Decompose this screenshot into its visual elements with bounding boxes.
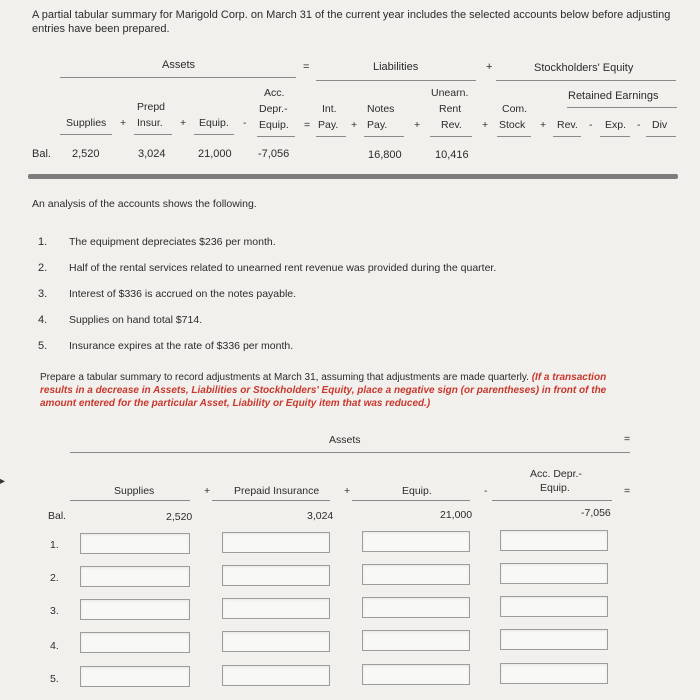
col-intpay-2: Pay.	[318, 119, 339, 131]
bal-notes: 16,800	[368, 149, 402, 161]
accdepr-input-1[interactable]	[500, 530, 608, 551]
analysis-num-4: 4.	[38, 314, 48, 326]
entry-col-supplies: Supplies	[114, 485, 155, 497]
equip-input-1[interactable]	[362, 531, 470, 552]
col-accdepr-1: Acc.	[264, 87, 285, 99]
supplies-input-4[interactable]	[80, 632, 190, 653]
group-liabilities: Liabilities	[373, 61, 419, 73]
bal-equip: 21,000	[198, 148, 232, 160]
group-equity: Stockholders' Equity	[534, 62, 634, 74]
instructions-red: (If a transaction results in a decrease in Assets, Liabilities or Stockholders' Equity, place a negative sign (or parentheses) in front of the amount entered for the particular Asset, Liability or Equity item that was reduced.)	[40, 372, 607, 409]
ul-intpay	[316, 136, 346, 137]
analysis-item-1: The equipment depreciates $236 per month.	[69, 236, 276, 248]
col-prepd-1: Prepd	[137, 101, 166, 113]
ul-div	[646, 136, 676, 137]
entry-col-accdepr-1: Acc. Depr.-	[530, 468, 582, 480]
analysis-item-3: Interest of $336 is accrued on the notes payable.	[69, 288, 297, 300]
op-plus-3: +	[351, 119, 358, 131]
instructions-plain: Prepare a tabular summary to record adjustments at March 31, assuming that adjustments are made quarterly.	[40, 372, 529, 383]
op-plus-2: +	[180, 117, 187, 129]
analysis-item-4: Supplies on hand total $714.	[69, 314, 203, 326]
col-notes-1: Notes	[367, 103, 395, 115]
col-notes-2: Pay.	[367, 119, 388, 131]
col-equip: Equip.	[199, 117, 229, 129]
equity-underline	[496, 80, 676, 81]
section-divider	[28, 174, 678, 179]
col-prepd-2: Insur.	[137, 117, 163, 129]
bal-prepd: 3,024	[138, 148, 166, 160]
group-plus: +	[486, 61, 493, 73]
equip-input-3[interactable]	[362, 597, 470, 618]
assets-underline	[60, 77, 296, 78]
entry-bal-equip: 21,000	[440, 509, 473, 521]
equip-input-4[interactable]	[362, 630, 470, 651]
entry-row-num-2: 2.	[50, 572, 59, 584]
col-intpay-1: Int.	[322, 103, 337, 115]
ul-equip	[194, 134, 234, 135]
entry-op-minus: -	[484, 485, 488, 497]
entry-row-num-5: 5.	[50, 673, 59, 685]
analysis-num-5: 5.	[38, 340, 48, 352]
entry-op-plus-2: +	[344, 485, 351, 497]
ul-notes	[364, 136, 404, 137]
prepaid-input-5[interactable]	[222, 665, 330, 686]
analysis-heading: An analysis of the accounts shows the following.	[32, 198, 257, 210]
collapse-arrow-icon: ▸	[0, 476, 6, 487]
accdepr-input-4[interactable]	[500, 629, 608, 650]
bal-label: Bal.	[32, 148, 51, 160]
entry-bal-label: Bal.	[48, 510, 67, 522]
retained-underline	[567, 107, 677, 108]
op-plus-4: +	[414, 119, 421, 131]
col-rev: Rev.	[557, 119, 578, 131]
analysis-num-2: 2.	[38, 262, 48, 274]
col-unearn-1: Unearn.	[431, 87, 469, 99]
prepaid-input-4[interactable]	[222, 631, 330, 652]
equip-input-5[interactable]	[362, 664, 470, 685]
ul-exp	[600, 136, 630, 137]
bal-supplies: 2,520	[72, 148, 100, 160]
entry-col-equip: Equip.	[402, 485, 432, 497]
accdepr-input-3[interactable]	[500, 596, 608, 617]
entry-row-num-4: 4.	[50, 640, 59, 652]
op-minus-1: -	[243, 117, 247, 129]
ul-accdepr	[257, 136, 295, 137]
op-equals: =	[304, 119, 311, 131]
entry-col-accdepr-2: Equip.	[540, 482, 570, 494]
bal-accdepr: -7,056	[258, 148, 290, 160]
prepaid-input-2[interactable]	[222, 565, 330, 586]
entry-bal-accdepr: -7,056	[581, 507, 611, 519]
entry-assets-underline	[70, 452, 630, 453]
op-minus-2: -	[589, 119, 593, 131]
col-com-1: Com.	[502, 103, 528, 115]
prepaid-input-3[interactable]	[222, 598, 330, 619]
group-equals: =	[303, 61, 310, 73]
entry-equals: =	[624, 485, 631, 497]
retained-earnings: Retained Earnings	[568, 90, 659, 102]
col-exp: Exp.	[605, 119, 627, 131]
col-div: Div	[652, 119, 668, 131]
accdepr-input-5[interactable]	[500, 663, 608, 684]
instructions	[40, 371, 640, 410]
supplies-input-2[interactable]	[80, 566, 190, 587]
prepaid-input-1[interactable]	[222, 532, 330, 553]
col-accdepr-3: Equip.	[259, 119, 289, 131]
entry-bal-prepaid: 3,024	[307, 510, 334, 522]
entry-row-num-1: 1.	[50, 539, 59, 551]
col-supplies: Supplies	[66, 117, 107, 129]
entry-group-assets: Assets	[329, 434, 361, 446]
ul-unearn	[430, 136, 472, 137]
op-plus-6: +	[540, 119, 547, 131]
entry-ul-supplies	[70, 500, 190, 501]
op-plus-1: +	[120, 117, 127, 129]
col-com-2: Stock	[499, 119, 526, 131]
accdepr-input-2[interactable]	[500, 563, 608, 584]
entry-ul-prepaid	[212, 500, 330, 501]
analysis-item-5: Insurance expires at the rate of $336 per month.	[69, 340, 294, 352]
supplies-input-5[interactable]	[80, 666, 190, 687]
entry-row-num-3: 3.	[50, 605, 59, 617]
supplies-input-3[interactable]	[80, 599, 190, 620]
col-accdepr-2: Depr.-	[259, 103, 288, 115]
liabilities-underline	[316, 80, 476, 81]
entry-equals-top: =	[624, 433, 631, 445]
ul-prepd	[134, 134, 172, 135]
ul-com	[497, 136, 531, 137]
intro-text: A partial tabular summary for Marigold Corp. on March 31 of the current year includes the selected accounts below before adjusting entries have been prepared.	[32, 9, 671, 35]
analysis-item-2: Half of the rental services related to unearned rent revenue was provided during the quarter.	[69, 262, 497, 274]
entry-bal-supplies: 2,520	[166, 511, 193, 523]
equip-input-2[interactable]	[362, 564, 470, 585]
supplies-input-1[interactable]	[80, 533, 190, 554]
ul-rev	[553, 136, 581, 137]
entry-ul-accdepr	[492, 500, 612, 501]
group-assets: Assets	[162, 59, 196, 71]
analysis-num-3: 3.	[38, 288, 48, 300]
op-plus-5: +	[482, 119, 489, 131]
bal-unearn: 10,416	[435, 149, 469, 161]
ul-supplies	[60, 134, 112, 135]
analysis-num-1: 1.	[38, 236, 48, 248]
entry-col-prepaid: Prepaid Insurance	[234, 485, 320, 497]
col-unearn-3: Rev.	[441, 119, 462, 131]
col-unearn-2: Rent	[439, 103, 462, 115]
entry-ul-equip	[352, 500, 470, 501]
entry-op-plus-1: +	[204, 485, 211, 497]
op-minus-3: -	[637, 119, 641, 131]
